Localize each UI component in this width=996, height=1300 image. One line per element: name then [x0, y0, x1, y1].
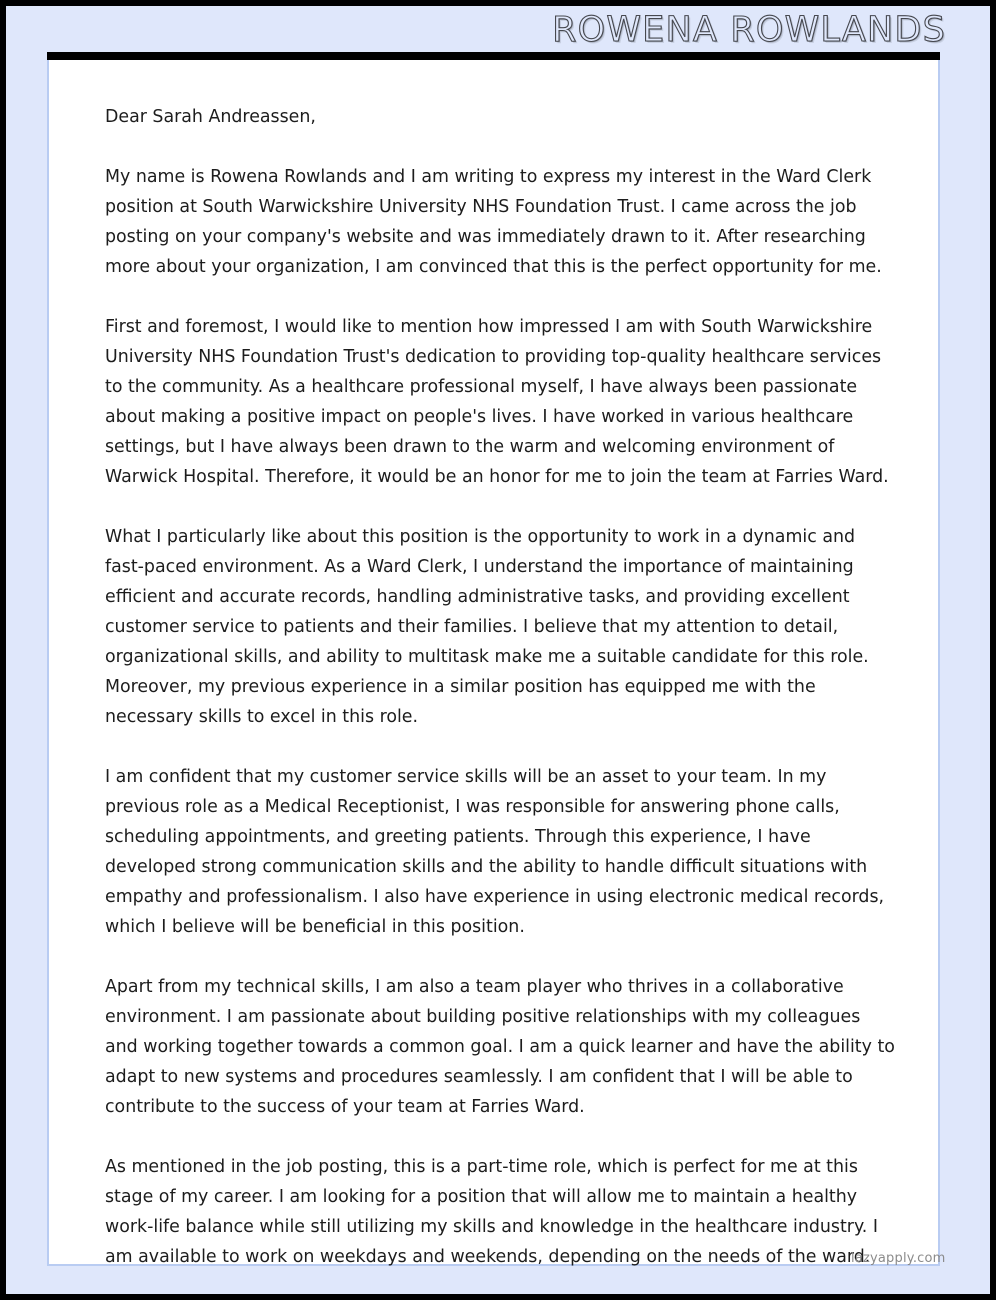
letter-paragraph: What I particularly like about this position is the opportunity to work in a dynamic and fast-paced environment. As a Ward Clerk, I understand the importance of maintaining efficient and accurate records, handling administrative tasks, and providing excellent customer service to patients and their families. I believe that my attention to detail, organizational skills, and ability to multitask make me a suitable candidate for this role. Moreover, my previous experience in a similar position has equipped me with the necessary skills to excel in this role.	[105, 527, 869, 727]
letter-paragraph: I am confident that my customer service skills will be an asset to your team. In my previous role as a Medical Receptionist, I was responsible for answering phone calls, scheduling appointments, and greeting patients. Through this experience, I have developed strong communication skills and the ability to handle difficult situations with empathy and professionalism. I also have experience in using electronic medical records, which I believe will be beneficial in this position.	[105, 767, 885, 937]
letter-paragraph: First and foremost, I would like to mention how impressed I am with South Warwickshire University NHS Foundation Trust's dedication to providing top-quality healthcare services to the community. As a healthcare professional myself, I have always been passionate about making a positive impact on people's lives. I have worked in various healthcare settings, but I have always been drawn to the warm and welcoming environment of Warwick Hospital. Therefore, it would be an honor for me to join the team at Farries Ward.	[105, 317, 889, 487]
salutation: Dear Sarah Andreassen,	[105, 107, 316, 127]
letterhead	[6, 6, 990, 54]
letter-body	[47, 60, 940, 1294]
lazyapply-watermark: lazyapply.com	[851, 1251, 946, 1266]
letterhead-name: ROWENA ROWLANDS	[552, 9, 946, 50]
cover-letter-page	[6, 6, 990, 1294]
letter-paragraph: As mentioned in the job posting, this is a part-time role, which is perfect for me at this stage of my career. I am looking for a position that will allow me to maintain a healthy work-life balance while still utilizing my skills and knowledge in the healthcare industry. I am available to work on weekdays and weekends, depending on the needs of the ward.	[105, 1157, 878, 1267]
header-divider-rule	[47, 52, 940, 60]
letter-paragraph: My name is Rowena Rowlands and I am writing to express my interest in the Ward Clerk position at South Warwickshire University NHS Foundation Trust. I came across the job posting on your company's website and was immediately drawn to it. After researching more about your organization, I am convinced that this is the perfect opportunity for me.	[105, 167, 882, 277]
letter-paragraph: Apart from my technical skills, I am also a team player who thrives in a collaborative environment. I am passionate about building positive relationships with my colleagues and working together towards a common goal. I am a quick learner and have the ability to adapt to new systems and procedures seamlessly. I am confident that I will be able to contribute to the success of your team at Farries Ward.	[105, 977, 895, 1117]
